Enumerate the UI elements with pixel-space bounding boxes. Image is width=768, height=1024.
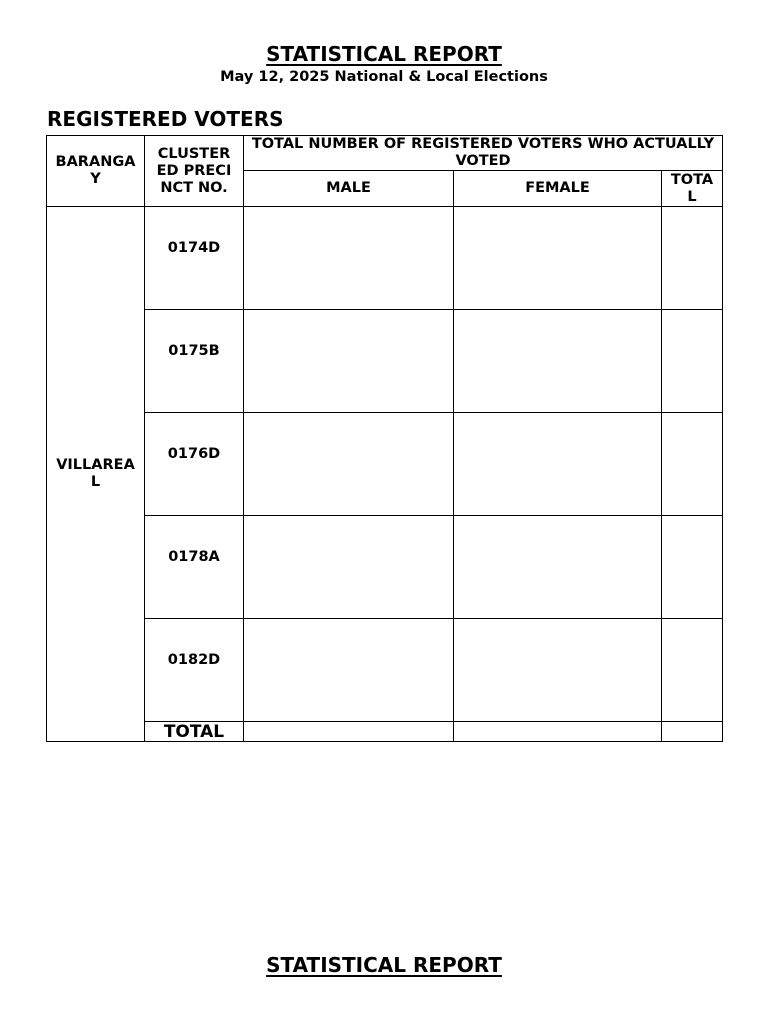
precinct-cell: 0182D <box>145 619 244 722</box>
section-heading: REGISTERED VOTERS <box>47 107 284 131</box>
precinct-cell: 0175B <box>145 310 244 413</box>
total-cell[interactable] <box>662 619 723 722</box>
total-cell[interactable] <box>662 207 723 310</box>
precinct-cell: 0176D <box>145 413 244 516</box>
header-total: TOTAL <box>662 171 723 207</box>
registered-voters-table <box>46 135 723 742</box>
total-cell[interactable] <box>662 516 723 619</box>
header-voted-group: TOTAL NUMBER OF REGISTERED VOTERS WHO ACTUALLY VOTED <box>244 136 723 171</box>
table-row <box>47 310 723 413</box>
header-precinct: CLUSTERED PRECINCT NO. <box>145 136 244 207</box>
report-title: STATISTICAL REPORT <box>266 42 502 66</box>
precinct-cell: 0178A <box>145 516 244 619</box>
total-row <box>47 722 723 742</box>
footer-report-title: STATISTICAL REPORT <box>266 953 502 977</box>
report-subtitle: May 12, 2025 National & Local Elections <box>220 69 548 85</box>
table-row <box>47 516 723 619</box>
header-female: FEMALE <box>454 171 662 207</box>
table-row <box>47 207 723 310</box>
total-cell[interactable] <box>662 413 723 516</box>
table-row <box>47 413 723 516</box>
table-row <box>47 619 723 722</box>
barangay-cell: VILLAREAL <box>47 207 145 742</box>
table-header-row <box>47 136 723 171</box>
male-cell[interactable] <box>244 310 454 413</box>
total-cell[interactable] <box>662 310 723 413</box>
female-cell[interactable] <box>454 207 662 310</box>
header-male: MALE <box>244 171 454 207</box>
male-cell[interactable] <box>244 413 454 516</box>
total-label: TOTAL <box>145 722 244 742</box>
precinct-cell: 0174D <box>145 207 244 310</box>
male-cell[interactable] <box>244 516 454 619</box>
female-cell[interactable] <box>454 619 662 722</box>
total-total-cell[interactable] <box>662 722 723 742</box>
total-female-cell[interactable] <box>454 722 662 742</box>
total-male-cell[interactable] <box>244 722 454 742</box>
male-cell[interactable] <box>244 619 454 722</box>
female-cell[interactable] <box>454 310 662 413</box>
female-cell[interactable] <box>454 413 662 516</box>
male-cell[interactable] <box>244 207 454 310</box>
female-cell[interactable] <box>454 516 662 619</box>
header-barangay: BARANGAY <box>47 136 145 207</box>
